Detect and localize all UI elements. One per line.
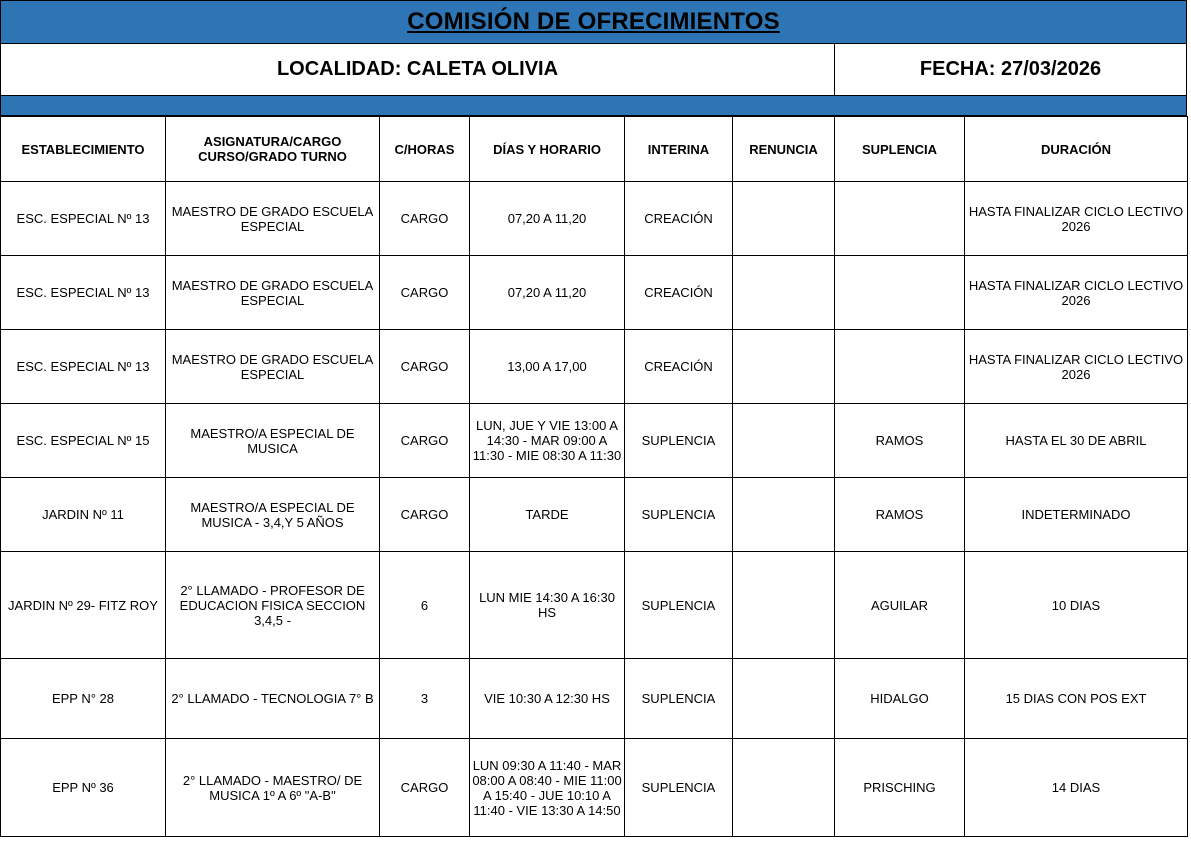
fecha-label: FECHA: 27/03/2026 [919,58,1102,80]
cell-duracion: HASTA FINALIZAR CICLO LECTIVO 2026 [965,330,1188,404]
cell-establecimiento: ESC. ESPECIAL Nº 13 [1,256,166,330]
cell-renuncia [733,552,835,659]
cell-dias: LUN 09:30 A 11:40 - MAR 08:00 A 08:40 - MIE 11:00 A 15:40 - JUE 10:10 A 11:40 - VIE 13:30 A 14:50 [470,739,625,837]
cell-duracion: HASTA FINALIZAR CICLO LECTIVO 2026 [965,182,1188,256]
cell-suplencia: AGUILAR [835,552,965,659]
cell-choras: CARGO [380,739,470,837]
cell-choras: 6 [380,552,470,659]
table-row [1,739,1188,837]
cell-renuncia [733,659,835,739]
cell-suplencia [835,330,965,404]
cell-establecimiento: ESC. ESPECIAL Nº 13 [1,330,166,404]
header-renuncia: RENUNCIA [733,117,835,182]
cell-choras: CARGO [380,182,470,256]
cell-suplencia: PRISCHING [835,739,965,837]
cell-dias: TARDE [470,478,625,552]
cell-dias: 07,20 A 11,20 [470,182,625,256]
cell-renuncia [733,256,835,330]
cell-choras: 3 [380,659,470,739]
cell-suplencia: RAMOS [835,404,965,478]
page-title: COMISIÓN DE OFRECIMIENTOS [407,8,780,35]
cell-interina: SUPLENCIA [625,478,733,552]
cell-establecimiento: EPP N° 28 [1,659,166,739]
cell-interina: SUPLENCIA [625,739,733,837]
cell-renuncia [733,182,835,256]
separator-strip [0,96,1187,116]
cell-duracion: HASTA EL 30 DE ABRIL [965,404,1188,478]
cell-duracion: 10 DIAS [965,552,1188,659]
cell-interina: SUPLENCIA [625,659,733,739]
cell-establecimiento: JARDIN Nº 11 [1,478,166,552]
header-interina: INTERINA [625,117,733,182]
cell-interina: CREACIÓN [625,182,733,256]
header-dias: DÍAS Y HORARIO [470,117,625,182]
cell-asignatura: MAESTRO DE GRADO ESCUELA ESPECIAL [166,182,380,256]
cell-duracion: HASTA FINALIZAR CICLO LECTIVO 2026 [965,256,1188,330]
cell-renuncia [733,478,835,552]
table-row [1,478,1188,552]
cell-choras: CARGO [380,404,470,478]
table-row [1,330,1188,404]
cell-asignatura: MAESTRO DE GRADO ESCUELA ESPECIAL [166,256,380,330]
cell-duracion: 15 DIAS CON POS EXT [965,659,1188,739]
cell-asignatura: MAESTRO/A ESPECIAL DE MUSICA - 3,4,Y 5 AÑOS [166,478,380,552]
cell-establecimiento: EPP Nº 36 [1,739,166,837]
table-row [1,659,1188,739]
cell-asignatura: 2° LLAMADO - PROFESOR DE EDUCACION FISICA SECCION 3,4,5 - [166,552,380,659]
cell-suplencia [835,182,965,256]
cell-interina: SUPLENCIA [625,404,733,478]
table-row [1,256,1188,330]
cell-interina: SUPLENCIA [625,552,733,659]
cell-interina: CREACIÓN [625,256,733,330]
cell-dias: 07,20 A 11,20 [470,256,625,330]
cell-choras: CARGO [380,330,470,404]
cell-interina: CREACIÓN [625,330,733,404]
cell-duracion: INDETERMINADO [965,478,1188,552]
cell-choras: CARGO [380,478,470,552]
table-row [1,552,1188,659]
table-header-row [1,117,1188,182]
cell-establecimiento: JARDIN Nº 29- FITZ ROY [1,552,166,659]
table-row [1,404,1188,478]
header-establecimiento: ESTABLECIMIENTO [1,117,166,182]
cell-choras: CARGO [380,256,470,330]
localidad-label: LOCALIDAD: CALETA OLIVIA [1,44,835,95]
cell-dias: VIE 10:30 A 12:30 HS [470,659,625,739]
offers-table [0,116,1188,837]
cell-renuncia [733,739,835,837]
cell-establecimiento: ESC. ESPECIAL Nº 13 [1,182,166,256]
cell-establecimiento: ESC. ESPECIAL Nº 15 [1,404,166,478]
cell-dias: LUN, JUE Y VIE 13:00 A 14:30 - MAR 09:00 A 11:30 - MIE 08:30 A 11:30 [470,404,625,478]
table-row [1,182,1188,256]
header-asignatura-line2: CURSO/GRADO TURNO [198,149,347,164]
cell-asignatura: 2° LLAMADO - TECNOLOGIA 7° B [166,659,380,739]
cell-renuncia [733,404,835,478]
cell-asignatura: MAESTRO DE GRADO ESCUELA ESPECIAL [166,330,380,404]
header-asignatura-line1: ASIGNATURA/CARGO [203,134,342,149]
cell-renuncia [733,330,835,404]
header-asignatura [166,117,380,182]
cell-suplencia: HIDALGO [835,659,965,739]
header-suplencia: SUPLENCIA [835,117,965,182]
header-choras: C/HORAS [380,117,470,182]
cell-suplencia [835,256,965,330]
cell-duracion: 14 DIAS [965,739,1188,837]
header-duracion: DURACIÓN [965,117,1188,182]
location-row [0,44,1187,96]
cell-suplencia: RAMOS [835,478,965,552]
cell-dias: LUN MIE 14:30 A 16:30 HS [470,552,625,659]
title-bar [0,0,1187,44]
cell-dias: 13,00 A 17,00 [470,330,625,404]
cell-asignatura: 2° LLAMADO - MAESTRO/ DE MUSICA 1º A 6º "A-B" [166,739,380,837]
cell-asignatura: MAESTRO/A ESPECIAL DE MUSICA [166,404,380,478]
